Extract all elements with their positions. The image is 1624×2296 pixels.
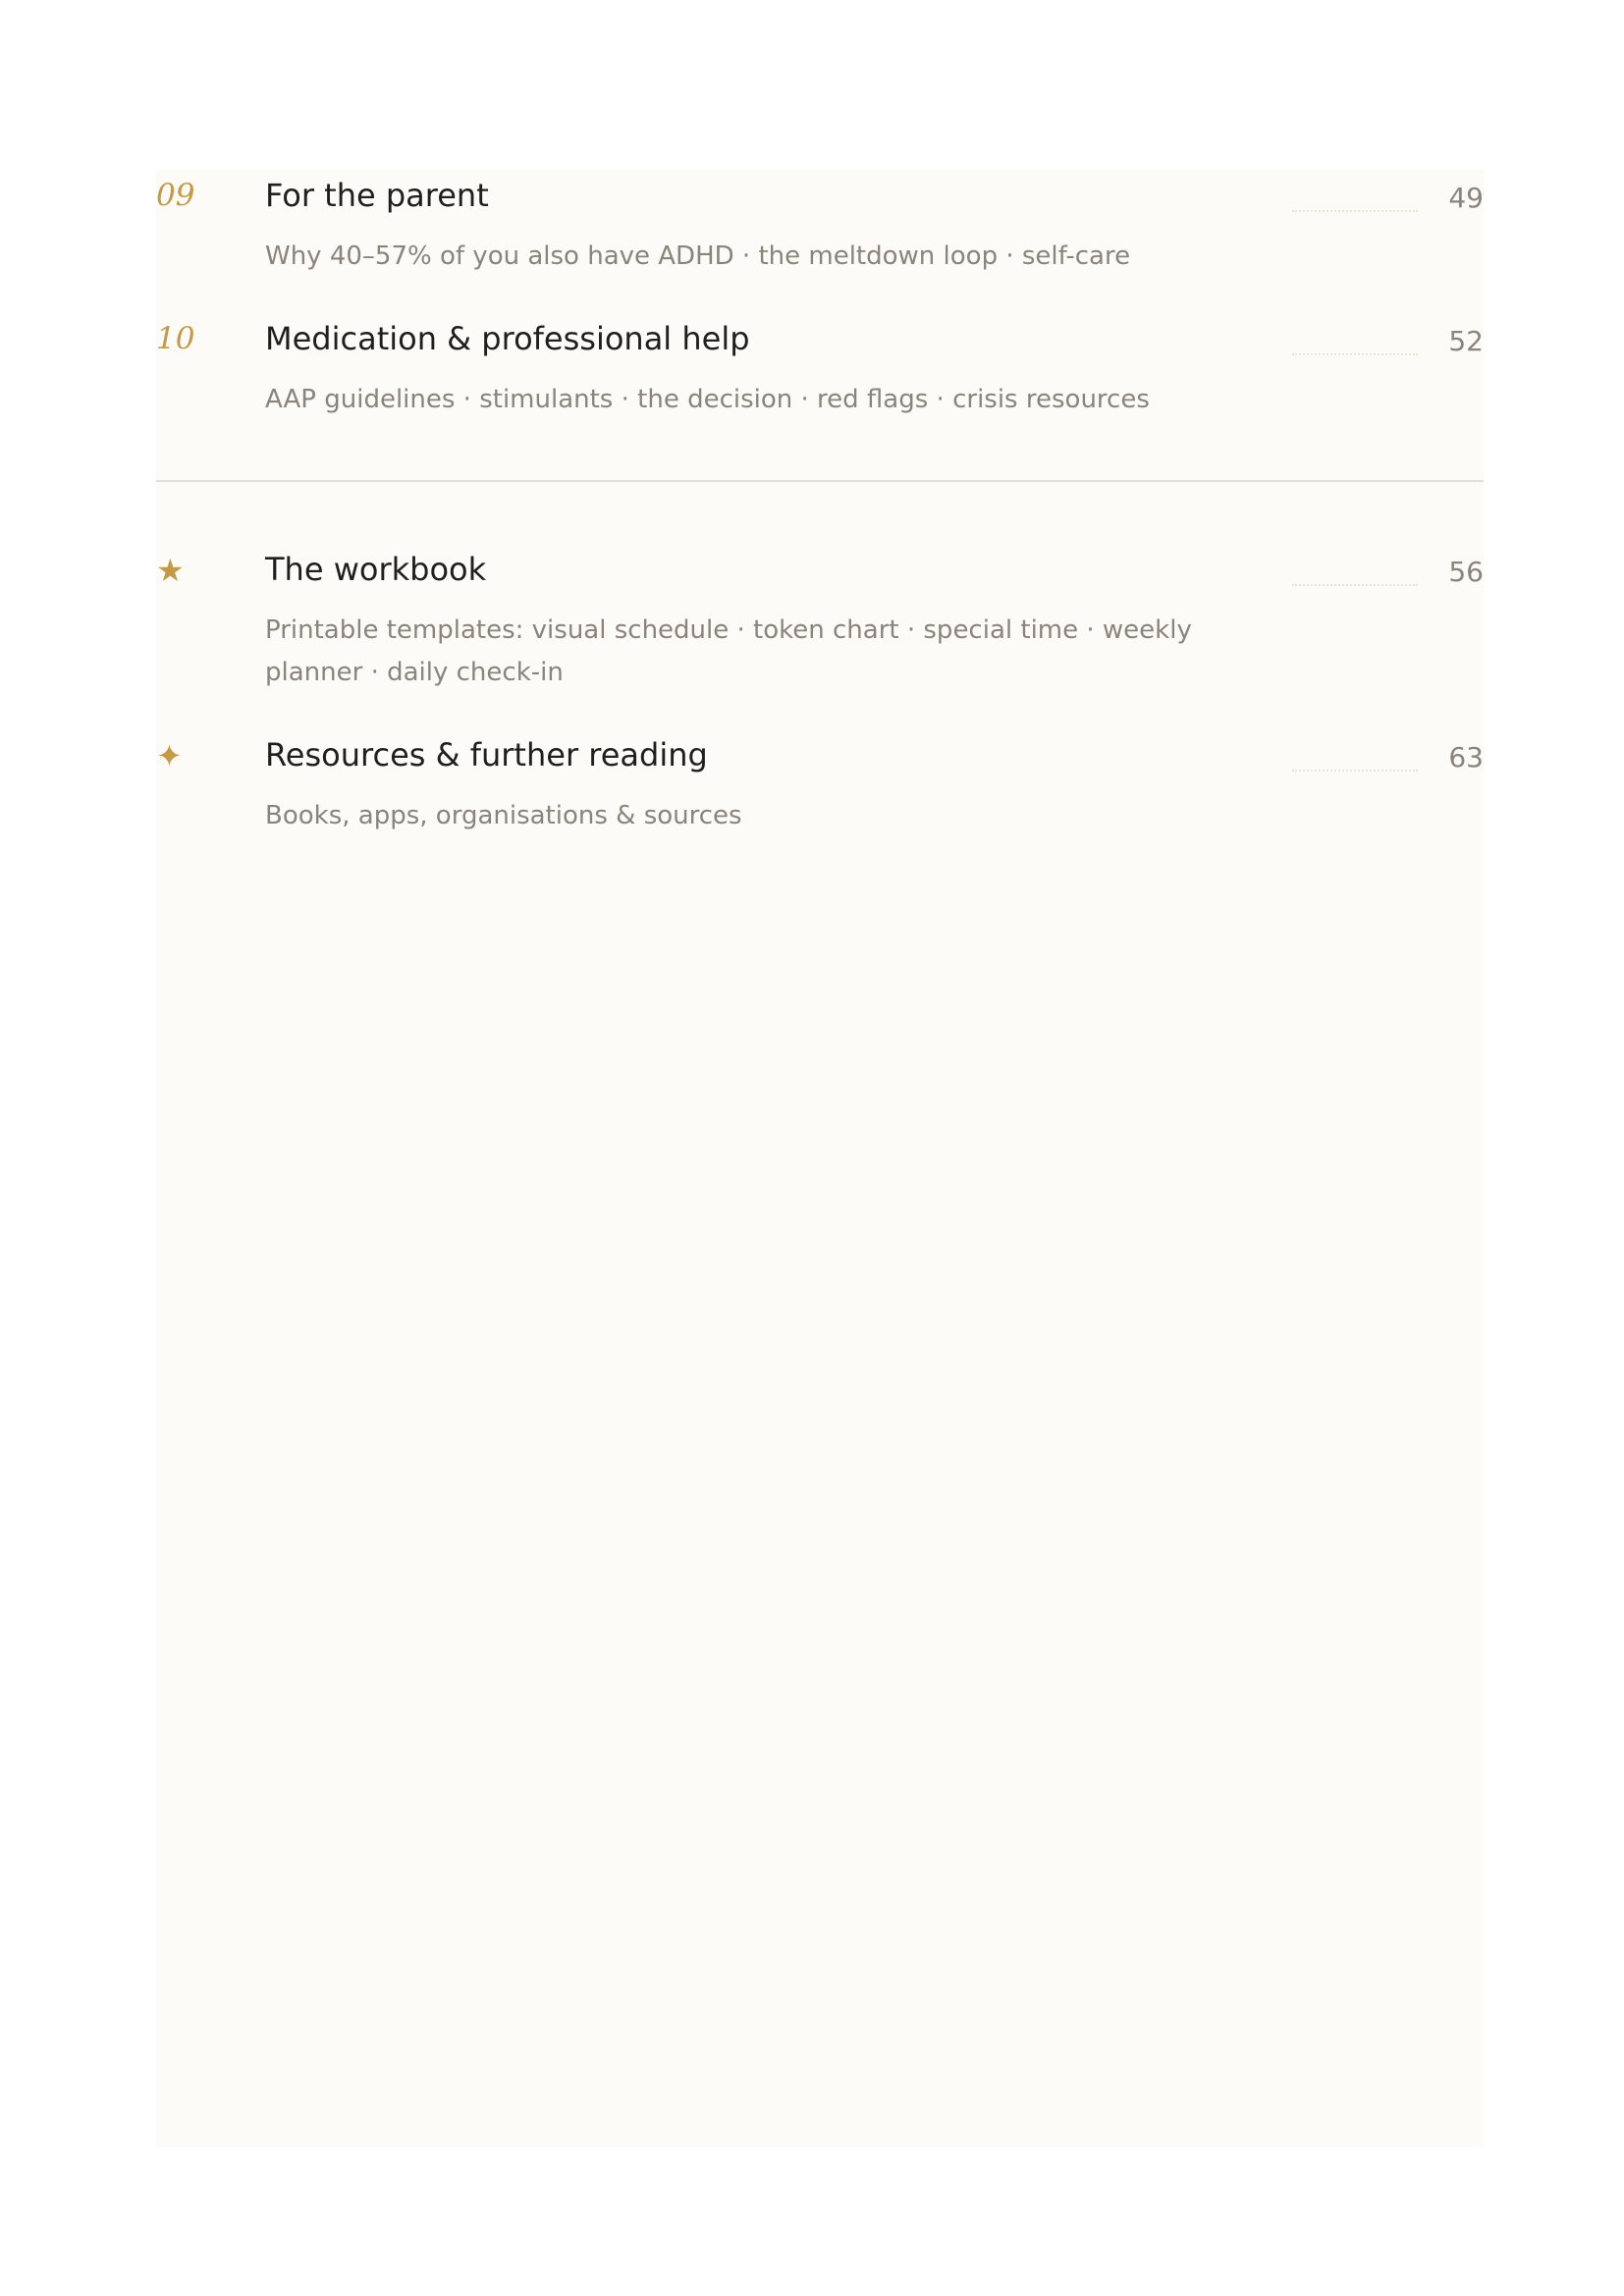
four-point-star-icon: ✦ [156,737,183,774]
entry-description: Books, apps, organisations & sources [265,801,742,830]
page-number[interactable]: 49 [1448,182,1484,214]
toc-panel [156,169,1484,2147]
chapter-number: 09 [156,178,195,213]
dot-leader [1292,353,1418,355]
chapter-description: AAP guidelines · stimulants · the decision · red flags · crisis resources [265,385,1150,414]
chapter-title[interactable]: For the parent [265,177,489,214]
page-number[interactable]: 63 [1448,741,1484,774]
page-number[interactable]: 52 [1448,325,1484,357]
chapter-title[interactable]: Medication & professional help [265,320,750,357]
entry-title[interactable]: The workbook [265,551,487,588]
chapter-number: 10 [156,321,195,356]
section-divider [156,480,1484,482]
page-number[interactable]: 56 [1448,556,1484,588]
entry-title[interactable]: Resources & further reading [265,736,708,774]
dot-leader [1292,210,1418,212]
star-icon: ★ [156,552,185,589]
entry-description: Printable templates: visual schedule · token chart · special time · weekly planner · daily check-in [265,615,1192,687]
chapter-description: Why 40–57% of you also have ADHD · the meltdown loop · self-care [265,241,1131,271]
dot-leader [1292,584,1418,586]
dot-leader [1292,770,1418,772]
